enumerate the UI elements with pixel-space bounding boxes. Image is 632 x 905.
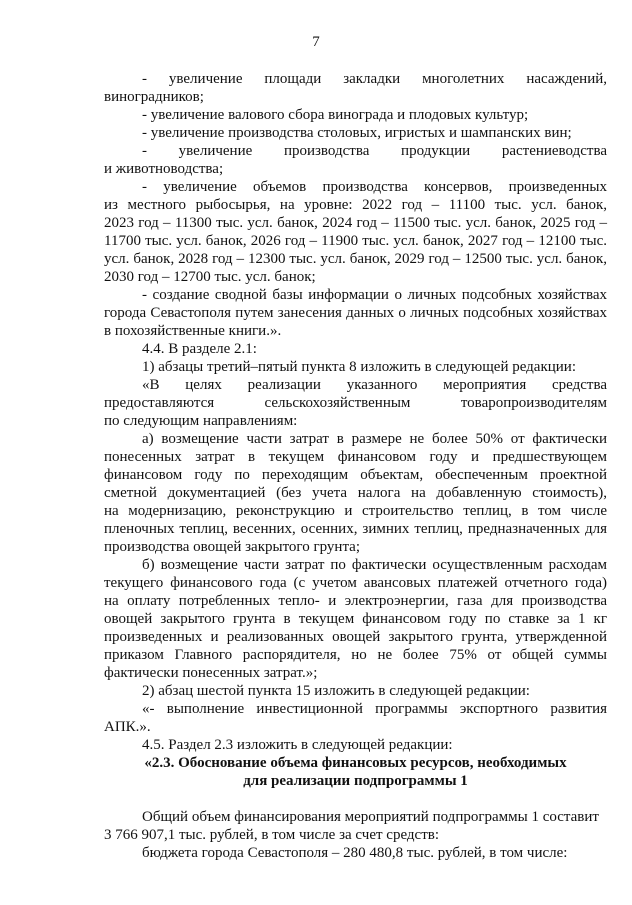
text-line: сметной документацией (без учета налога на добавленную стоимость),	[104, 485, 607, 501]
text-line: овощей закрытого грунта в текущем финансовом году по ставке за 1 кг	[104, 611, 607, 627]
text-line: - увеличение площади закладки многолетних насаждений,	[142, 71, 607, 87]
text-line: а) возмещение части затрат в размере не более 50% от фактически	[142, 431, 607, 447]
text-line: текущего финансового года (с учетом авансовых платежей отчетного года)	[104, 575, 607, 591]
section-ref: 4.4. В разделе 2.1:	[142, 341, 257, 357]
text-line: произведенных и реализованных овощей закрытого грунта, утвержденной	[104, 629, 607, 645]
section-heading: для реализации подпрограммы 1	[243, 773, 468, 789]
document-body	[104, 70, 607, 862]
text-line: - увеличение производства продукции растениеводства	[142, 143, 607, 159]
text-line: в похозяйственные книги.».	[104, 323, 282, 339]
text-line: - создание сводной базы информации о личных подсобных хозяйствах	[142, 287, 607, 303]
text-line: 2023 год – 11300 тыс. усл. банок, 2024 год – 11500 тыс. усл. банок, 2025 год –	[104, 215, 607, 231]
text-line: понесенных затрат в текущем финансовом году и предшествующем	[104, 449, 607, 465]
section-heading: «2.3. Обоснование объема финансовых ресурсов, необходимых	[144, 755, 567, 771]
text-line: «- выполнение инвестиционной программы экспортного развития	[142, 701, 607, 717]
text-line: «В целях реализации указанного мероприятия средства	[142, 377, 607, 393]
text-line: - увеличение производства столовых, игристых и шампанских вин;	[142, 125, 572, 141]
text-line: на оплату потребленных тепло- и электроэнергии, газа для производства	[104, 593, 607, 609]
text-line: б) возмещение части затрат по фактически осуществленным расходам	[142, 557, 607, 573]
text-line: на модернизацию, реконструкцию и строительство теплиц, в том числе	[104, 503, 607, 519]
text-line: 3 766 907,1 тыс. рублей, в том числе за счет средств:	[104, 827, 440, 843]
text-line: фактически понесенных затрат.»;	[104, 665, 318, 681]
text-line: города Севастополя путем занесения данных о личных подсобных хозяйствах	[104, 305, 607, 321]
text-line: 2030 год – 12700 тыс. усл. банок;	[104, 269, 316, 285]
text-line: усл. банок, 2028 год – 12300 тыс. усл. банок, 2029 год – 12500 тыс. усл. банок,	[104, 251, 607, 267]
text-line: АПК.».	[104, 719, 151, 735]
text-line: производства овощей закрытого грунта;	[104, 539, 361, 555]
text-line: предоставляются сельскохозяйственным товаропроизводителям	[104, 395, 607, 411]
text-line: бюджета города Севастополя – 280 480,8 тыс. рублей, в том числе:	[142, 845, 568, 861]
text-line: Общий объем финансирования мероприятий подпрограммы 1 составит	[142, 809, 599, 825]
text-line: 1) абзацы третий–пятый пункта 8 изложить в следующей редакции:	[142, 359, 577, 375]
text-line: приказом Главного распорядителя, но не более 75% от общей суммы	[104, 647, 607, 663]
text-line: - увеличение объемов производства консервов, произведенных	[142, 179, 607, 195]
text-line: пленочных теплиц, весенних, осенних, зимних теплиц, предназначенных для	[104, 521, 607, 537]
text-line: 2) абзац шестой пункта 15 изложить в следующей редакции:	[142, 683, 530, 699]
text-line: - увеличение валового сбора винограда и плодовых культур;	[142, 107, 529, 123]
text-line: финансовом году по переходящим объектам, обеспеченным проектной	[104, 467, 607, 483]
blank-line	[104, 790, 607, 808]
text-line: по следующим направлениям:	[104, 413, 298, 429]
text-line: и животноводства;	[104, 161, 224, 177]
text-line: виноградников;	[104, 89, 204, 105]
section-ref: 4.5. Раздел 2.3 изложить в следующей редакции:	[142, 737, 453, 753]
text-line: из местного рыбосырья, на уровне: 2022 год – 11100 тыс. усл. банок,	[104, 197, 607, 213]
page-number: 7	[312, 34, 320, 50]
text-line: 11700 тыс. усл. банок, 2026 год – 11900 тыс. усл. банок, 2027 год – 12100 тыс.	[104, 233, 607, 249]
